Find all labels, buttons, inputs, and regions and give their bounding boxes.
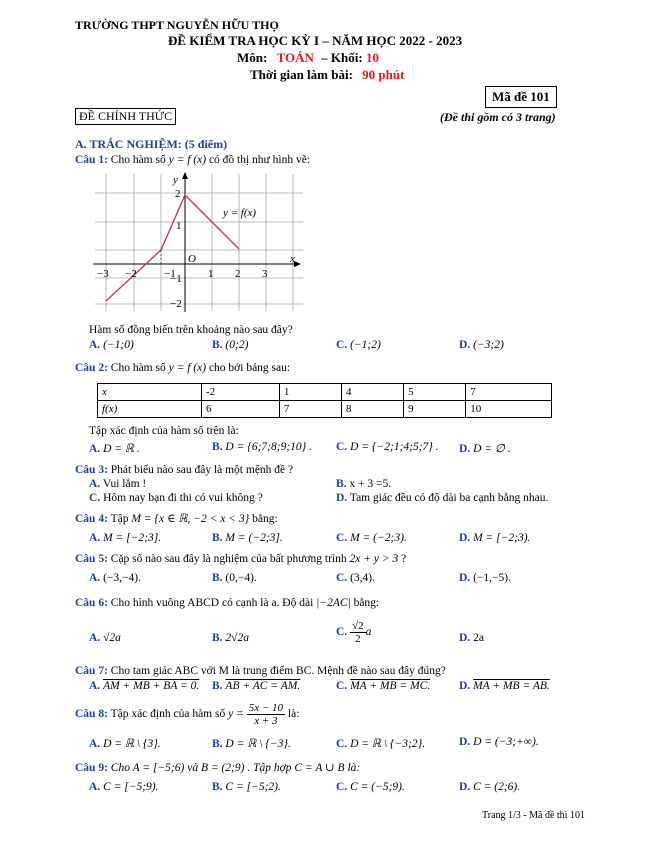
option-text: (−1;0) xyxy=(103,339,134,351)
q9-stem xyxy=(75,760,360,774)
option-text: D = ℝ \ {3}. xyxy=(103,738,161,750)
q6-expr: |−2AC| xyxy=(316,597,351,609)
option-label: C. xyxy=(336,441,348,453)
q1-text-b: có đồ thị như hình vẽ: xyxy=(208,154,311,166)
q7-option-c[interactable] xyxy=(336,680,430,692)
option-label: D. xyxy=(459,339,471,351)
q6-text-b: bằng: xyxy=(353,597,380,609)
option-text: 2√2a xyxy=(225,632,249,644)
option-text: C = (−5;9). xyxy=(350,781,405,793)
subject-line xyxy=(237,50,379,66)
option-label: B. xyxy=(212,680,223,692)
origin-label: O xyxy=(188,253,196,265)
table-cell: 10 xyxy=(466,401,552,418)
table-cell: x xyxy=(98,384,202,401)
option-label: D. xyxy=(459,736,471,748)
option-text: D = (−3;+∞). xyxy=(473,736,539,748)
q4-text-a: Tập xyxy=(110,513,129,525)
q8-y: y = xyxy=(228,708,244,721)
option-label: B. xyxy=(336,478,347,490)
option-text: (0;2) xyxy=(225,339,249,351)
table-row xyxy=(98,384,552,401)
q2-text-b: cho bởi bảng sau: xyxy=(208,362,291,374)
tick-x-neg3: −3 xyxy=(97,268,109,280)
option-text: Tam giác đều có độ dài ba cạnh bằng nhau. xyxy=(349,492,549,504)
option-text: (−3,−4). xyxy=(103,572,141,584)
q2-table xyxy=(97,383,552,418)
axis-y-label: y xyxy=(173,174,178,186)
q1-option-c[interactable] xyxy=(336,339,381,351)
q2-stem xyxy=(75,362,290,374)
fraction-numerator: 5x − 10 xyxy=(248,702,284,714)
q2-option-c[interactable] xyxy=(336,441,439,453)
tick-y-2: 2 xyxy=(175,188,181,200)
function-curve xyxy=(106,195,239,301)
exam-code: Mã đề 101 xyxy=(485,86,557,108)
q8-stem xyxy=(75,702,299,727)
option-text: (−1;2) xyxy=(350,339,381,351)
option-label: D. xyxy=(336,492,348,504)
q3-stem xyxy=(75,464,293,476)
option-label: A. xyxy=(89,738,101,750)
table-cell: 4 xyxy=(341,384,403,401)
option-label: B. xyxy=(212,632,223,644)
q1-option-a[interactable] xyxy=(89,339,134,351)
option-suffix: a xyxy=(365,626,372,639)
option-text: M = [−2;3). xyxy=(473,532,531,544)
pages-note: (Đề thi gồm có 3 trang) xyxy=(440,110,556,124)
time-value: 90 phút xyxy=(362,67,405,82)
option-text: Hôm nay bạn đi thi có vui không ? xyxy=(103,492,263,504)
exam-title: ĐỀ KIỂM TRA HỌC KỲ I – NĂM HỌC 2022 - 2023 xyxy=(168,33,463,48)
table-cell: -2 xyxy=(201,384,279,401)
option-fraction xyxy=(350,620,366,645)
option-label: A. xyxy=(89,781,101,793)
page-footer: Trang 1/3 - Mã đề thi 101 xyxy=(482,810,585,821)
option-label: B. xyxy=(212,738,223,750)
q5-label: Câu 5: xyxy=(75,553,108,565)
option-label: D. xyxy=(459,572,471,584)
q4-option-c[interactable] xyxy=(336,532,407,544)
q8-text-b: là: xyxy=(287,708,300,721)
option-text: (0,−4). xyxy=(225,572,257,584)
option-label: C. xyxy=(336,572,348,584)
q5-text-a: Cặp số nào sau đây là nghiệm của bất phương trình xyxy=(110,553,347,565)
option-text: D = {−2;1;4;5;7} . xyxy=(350,441,439,453)
table-cell: 7 xyxy=(279,401,341,418)
option-label: C. xyxy=(89,492,101,504)
option-text: AM + MB + BA = 0. xyxy=(103,680,200,692)
option-text: MA + MB = AB. xyxy=(473,680,550,692)
option-label: B. xyxy=(212,781,223,793)
subject-prefix: Môn: xyxy=(237,50,268,65)
q7-stem xyxy=(75,665,446,677)
option-text: C = [−5;2). xyxy=(225,781,281,793)
option-label: B. xyxy=(212,532,223,544)
q7-option-d[interactable] xyxy=(459,680,550,692)
time-line xyxy=(250,67,404,83)
q9-option-d[interactable] xyxy=(459,781,520,793)
q1-option-d[interactable] xyxy=(459,339,504,351)
option-label: A. xyxy=(89,572,101,584)
q6-text-a: Cho hình vuông ABCD có cạnh là a. Độ dài xyxy=(110,597,314,609)
q9-option-c[interactable] xyxy=(336,781,405,793)
option-text: (−1,−5). xyxy=(473,572,511,584)
q9-option-a[interactable] xyxy=(89,781,159,793)
tick-x-2: 2 xyxy=(235,268,241,280)
q4-text-b: bằng: xyxy=(252,513,278,525)
option-label: B. xyxy=(212,441,223,453)
table-cell: 6 xyxy=(201,401,279,418)
q2-label: Câu 2: xyxy=(75,362,108,374)
option-label: D. xyxy=(459,632,471,644)
tick-x-1: 1 xyxy=(208,268,214,280)
q1-text-a: Cho hàm số xyxy=(110,154,166,166)
q3-option-a[interactable] xyxy=(89,478,146,490)
q8-fraction xyxy=(247,702,285,727)
q8-option-a[interactable] xyxy=(89,736,161,750)
option-text: M = (−2;3). xyxy=(350,532,407,544)
q6-option-d[interactable] xyxy=(459,632,484,644)
q4-option-b[interactable] xyxy=(212,532,283,544)
official-label: ĐỀ CHÍNH THỨC xyxy=(75,108,176,125)
option-text: M = [−2;3]. xyxy=(103,532,162,544)
option-text: D = {6;7;8;9;10} . xyxy=(225,441,313,453)
fraction-denominator: x + 3 xyxy=(254,715,278,727)
q2-option-a[interactable] xyxy=(89,441,140,455)
tick-x-3: 3 xyxy=(262,268,268,280)
q6-stem xyxy=(75,597,379,609)
option-text: 2a xyxy=(473,632,484,644)
option-label: B. xyxy=(212,339,223,351)
time-prefix: Thời gian làm bài: xyxy=(250,67,353,82)
q2-option-b[interactable] xyxy=(212,441,312,453)
q2-text-a: Cho hàm số xyxy=(110,362,166,374)
y-axis-arrow-icon xyxy=(182,172,188,179)
option-text: (−3;2) xyxy=(473,339,504,351)
option-label: A. xyxy=(89,443,101,455)
q8-option-c[interactable] xyxy=(336,736,425,750)
q2-func: y = f (x) xyxy=(168,362,207,374)
table-cell: 1 xyxy=(279,384,341,401)
section-a-title: A. TRẮC NGHIỆM: (5 điểm) xyxy=(75,137,228,151)
x-axis-arrow-icon xyxy=(294,261,301,267)
q4-label: Câu 4: xyxy=(75,513,108,525)
option-label: C. xyxy=(336,626,348,639)
table-cell: 5 xyxy=(404,384,466,401)
q6-option-a[interactable] xyxy=(89,632,121,644)
school-name: TRƯỜNG THPT NGUYỄN HỮU THỌ xyxy=(75,18,279,32)
tick-y-neg1: −1 xyxy=(170,273,182,285)
q4-option-a[interactable] xyxy=(89,532,161,544)
q3-option-d[interactable] xyxy=(336,492,548,504)
q8-text-a: Tập xác định của hàm số xyxy=(110,708,226,721)
table-cell: 7 xyxy=(466,384,552,401)
q6-label: Câu 6: xyxy=(75,597,108,609)
option-text: MA + MB = MC. xyxy=(350,680,431,692)
tick-x-neg2: −2 xyxy=(125,268,137,280)
q5-option-c[interactable] xyxy=(336,572,375,584)
q8-label: Câu 8: xyxy=(75,708,108,721)
table-cell: 9 xyxy=(404,401,466,418)
q3-option-b[interactable] xyxy=(336,478,391,490)
tick-y-neg2: −2 xyxy=(170,298,182,310)
q6-option-b[interactable] xyxy=(212,632,249,644)
option-label: A. xyxy=(89,532,101,544)
q7-label: Câu 7: xyxy=(75,665,108,677)
option-label: A. xyxy=(89,632,101,644)
option-label: B. xyxy=(212,572,223,584)
option-label: A. xyxy=(89,339,101,351)
option-label: C. xyxy=(336,680,348,692)
option-text: AB + AC = AM. xyxy=(225,680,301,692)
grade-value: 10 xyxy=(365,50,379,65)
option-text: D = ℝ \ {−3}. xyxy=(225,738,291,750)
q4-option-d[interactable] xyxy=(459,532,530,544)
tick-x-neg1: −1 xyxy=(164,268,176,280)
q5-ineq: 2x + y > 3 xyxy=(349,553,399,565)
option-label: D. xyxy=(459,680,471,692)
q8-option-d[interactable] xyxy=(459,736,539,748)
option-label: A. xyxy=(89,680,101,692)
q1-option-b[interactable] xyxy=(212,339,248,351)
q1-graph xyxy=(85,170,305,315)
option-text: C = [−5;9). xyxy=(103,781,159,793)
table-cell: f(x) xyxy=(98,401,202,418)
option-text: (3,4). xyxy=(350,572,375,584)
grade-prefix: – Khối: xyxy=(321,50,363,65)
table-row xyxy=(98,401,552,418)
q7-option-a[interactable] xyxy=(89,680,199,692)
q1-func: y = f (x) xyxy=(168,154,207,166)
option-text: D = ∅ . xyxy=(473,443,511,455)
option-label: C. xyxy=(336,339,348,351)
q5-text-b: ? xyxy=(401,553,407,565)
option-label: C. xyxy=(336,532,348,544)
q6-option-c[interactable] xyxy=(336,620,371,645)
option-label: C. xyxy=(336,738,348,750)
option-text: √2a xyxy=(103,632,121,644)
q2-option-d[interactable] xyxy=(459,441,511,455)
option-text: C = (2;6). xyxy=(473,781,521,793)
option-text: D = ℝ . xyxy=(103,443,140,455)
q2-question: Tập xác định của hàm số trên là: xyxy=(89,425,239,437)
graph-func-label: y = f(x) xyxy=(223,207,257,219)
q4-set: M = {x ∈ ℝ, −2 < x < 3} xyxy=(131,513,250,525)
q4-stem xyxy=(75,511,278,525)
q7-text: Cho tam giác ABC với M là trung điểm BC. Mệnh đề nào sau đây đúng? xyxy=(110,665,446,677)
q3-option-c[interactable] xyxy=(89,492,263,504)
fraction-denominator: 2 xyxy=(355,633,361,645)
q5-stem xyxy=(75,553,406,565)
q1-question: Hàm số đồng biến trên khoảng nào sau đây? xyxy=(89,324,293,336)
table-cell: 8 xyxy=(341,401,403,418)
q7-option-b[interactable] xyxy=(212,680,300,692)
option-label: C. xyxy=(336,781,348,793)
graph-grid xyxy=(95,174,303,311)
fraction-numerator: √2 xyxy=(352,620,364,632)
option-text: D = ℝ \ {−3;2}. xyxy=(350,738,426,750)
q3-label: Câu 3: xyxy=(75,464,108,476)
q3-text: Phát biểu nào sau đây là một mệnh đề ? xyxy=(110,464,294,476)
option-text: Vui lắm ! xyxy=(102,478,147,490)
option-label: D. xyxy=(459,781,471,793)
option-label: D. xyxy=(459,532,471,544)
q8-option-b[interactable] xyxy=(212,736,291,750)
q5-option-a[interactable] xyxy=(89,572,141,584)
q9-label: Câu 9: xyxy=(75,762,108,774)
q1-stem xyxy=(75,154,310,166)
option-label: D. xyxy=(459,443,471,455)
option-text: x + 3 =5. xyxy=(349,478,392,490)
q1-label: Câu 1: xyxy=(75,154,108,166)
q5-option-d[interactable] xyxy=(459,572,511,584)
subject-value: TOÁN xyxy=(276,50,314,65)
q5-option-b[interactable] xyxy=(212,572,257,584)
option-text: M = (−2;3]. xyxy=(225,532,283,544)
axis-x-label: x xyxy=(290,253,295,265)
q9-text: Cho A = [−5;6) và B = (2;9) . Tập hợp C = A ∪ B là: xyxy=(110,762,361,774)
option-label: A. xyxy=(89,478,101,490)
tick-y-1: 1 xyxy=(176,220,182,232)
q9-option-b[interactable] xyxy=(212,781,281,793)
